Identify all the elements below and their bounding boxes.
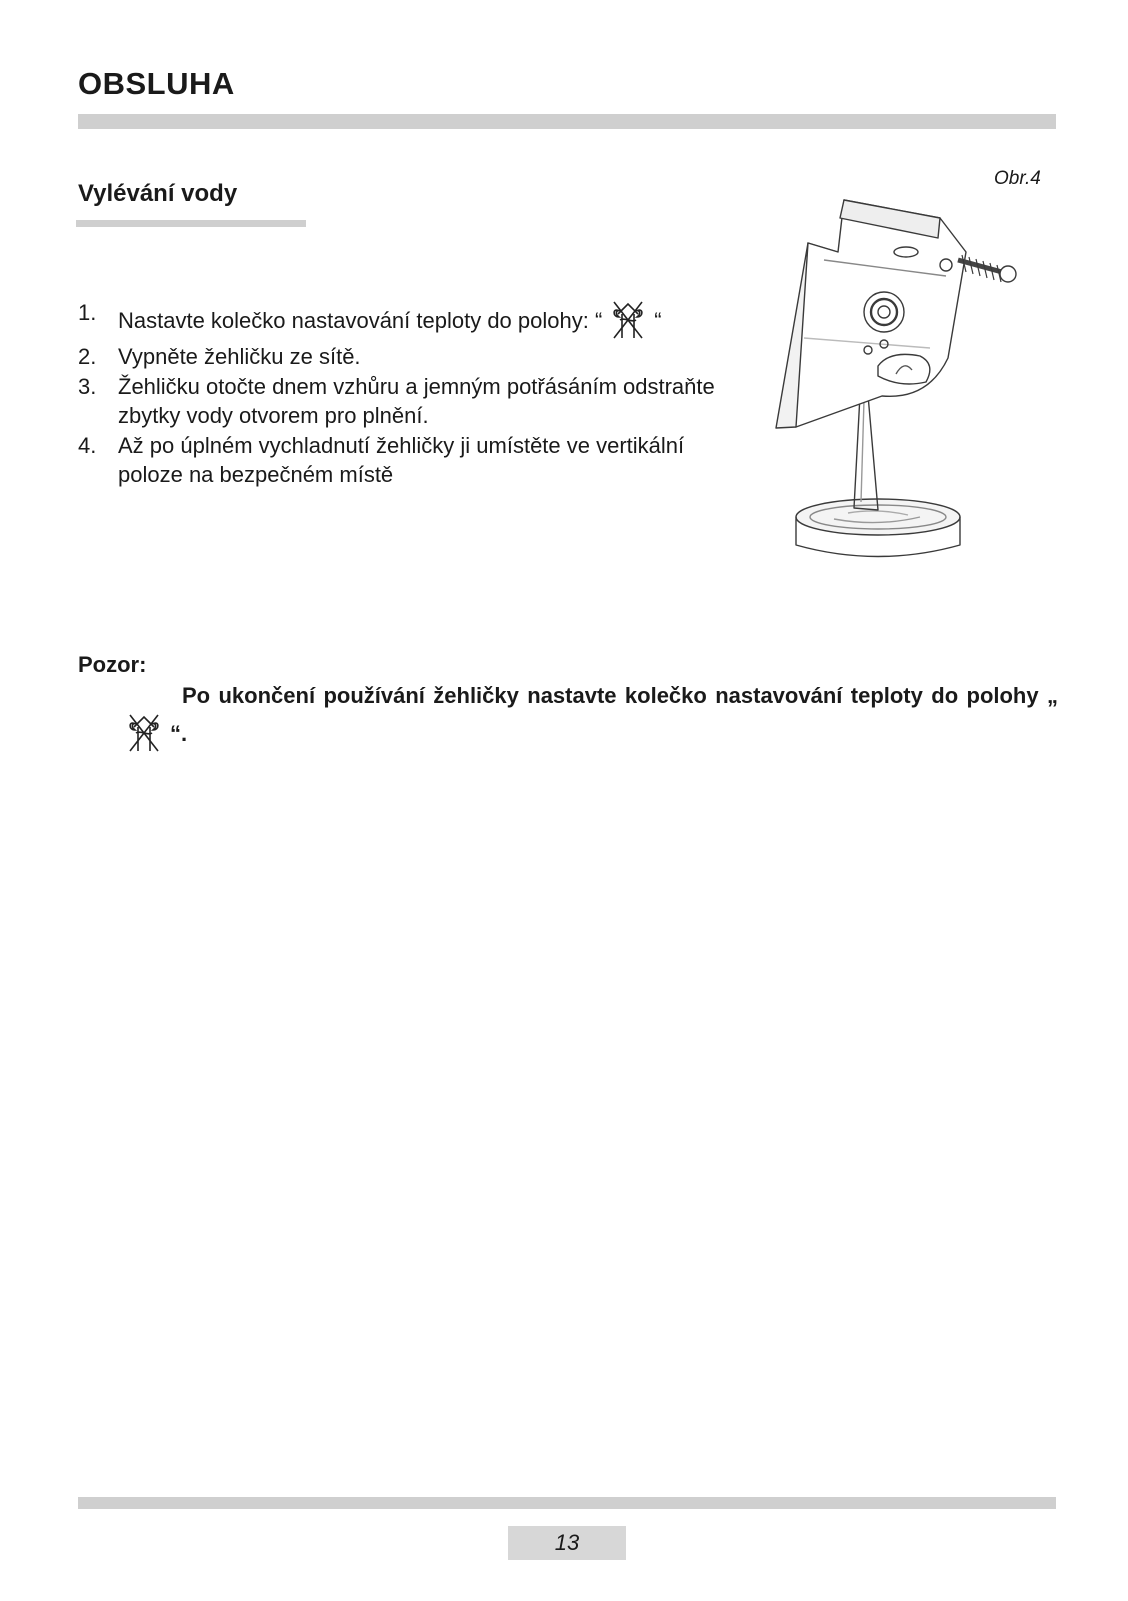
no-steam-icon: [608, 298, 648, 342]
footer-divider: [78, 1497, 1056, 1509]
step-text-closing: “: [654, 308, 662, 333]
step-text: Až po úplném vychladnutí žehličky ji umístěte ve vertikální poloze na bezpečném místě: [118, 432, 685, 487]
list-item: [78, 298, 738, 342]
list-item: [78, 372, 738, 431]
page-title: OBSLUHA: [78, 66, 235, 101]
figure-label: Obr.4: [994, 168, 1041, 189]
instruction-list: [78, 298, 738, 490]
step-text: Nastavte kolečko nastavování teploty do polohy: “: [118, 308, 603, 333]
section-underline: [76, 220, 306, 227]
warning-label: Pozor:: [78, 652, 147, 677]
step-number: 2.: [78, 344, 97, 369]
step-text: Vypněte žehličku ze sítě.: [118, 344, 361, 369]
step-text: Žehličku otočte dnem vzhůru a jemným potřásáním odstraňte zbytky vody otvorem pro plnění.: [118, 373, 715, 428]
warning-text: [118, 681, 1058, 755]
no-steam-icon: [124, 711, 164, 755]
iron-draining-illustration: [760, 190, 1060, 580]
list-item: [78, 431, 738, 490]
section-title: Vylévání vody: [78, 180, 238, 207]
list-item: [78, 342, 738, 372]
warning-text-body: Po ukončení používání žehličky nastavte kolečko nastavování teploty do polohy „: [182, 683, 1058, 708]
step-number: 4.: [78, 432, 97, 458]
step-number: 3.: [78, 373, 97, 399]
page-number: 13: [508, 1526, 626, 1560]
step-number: 1.: [78, 300, 97, 325]
warning-text-closing: “.: [170, 720, 188, 746]
header-divider: [78, 114, 1056, 129]
